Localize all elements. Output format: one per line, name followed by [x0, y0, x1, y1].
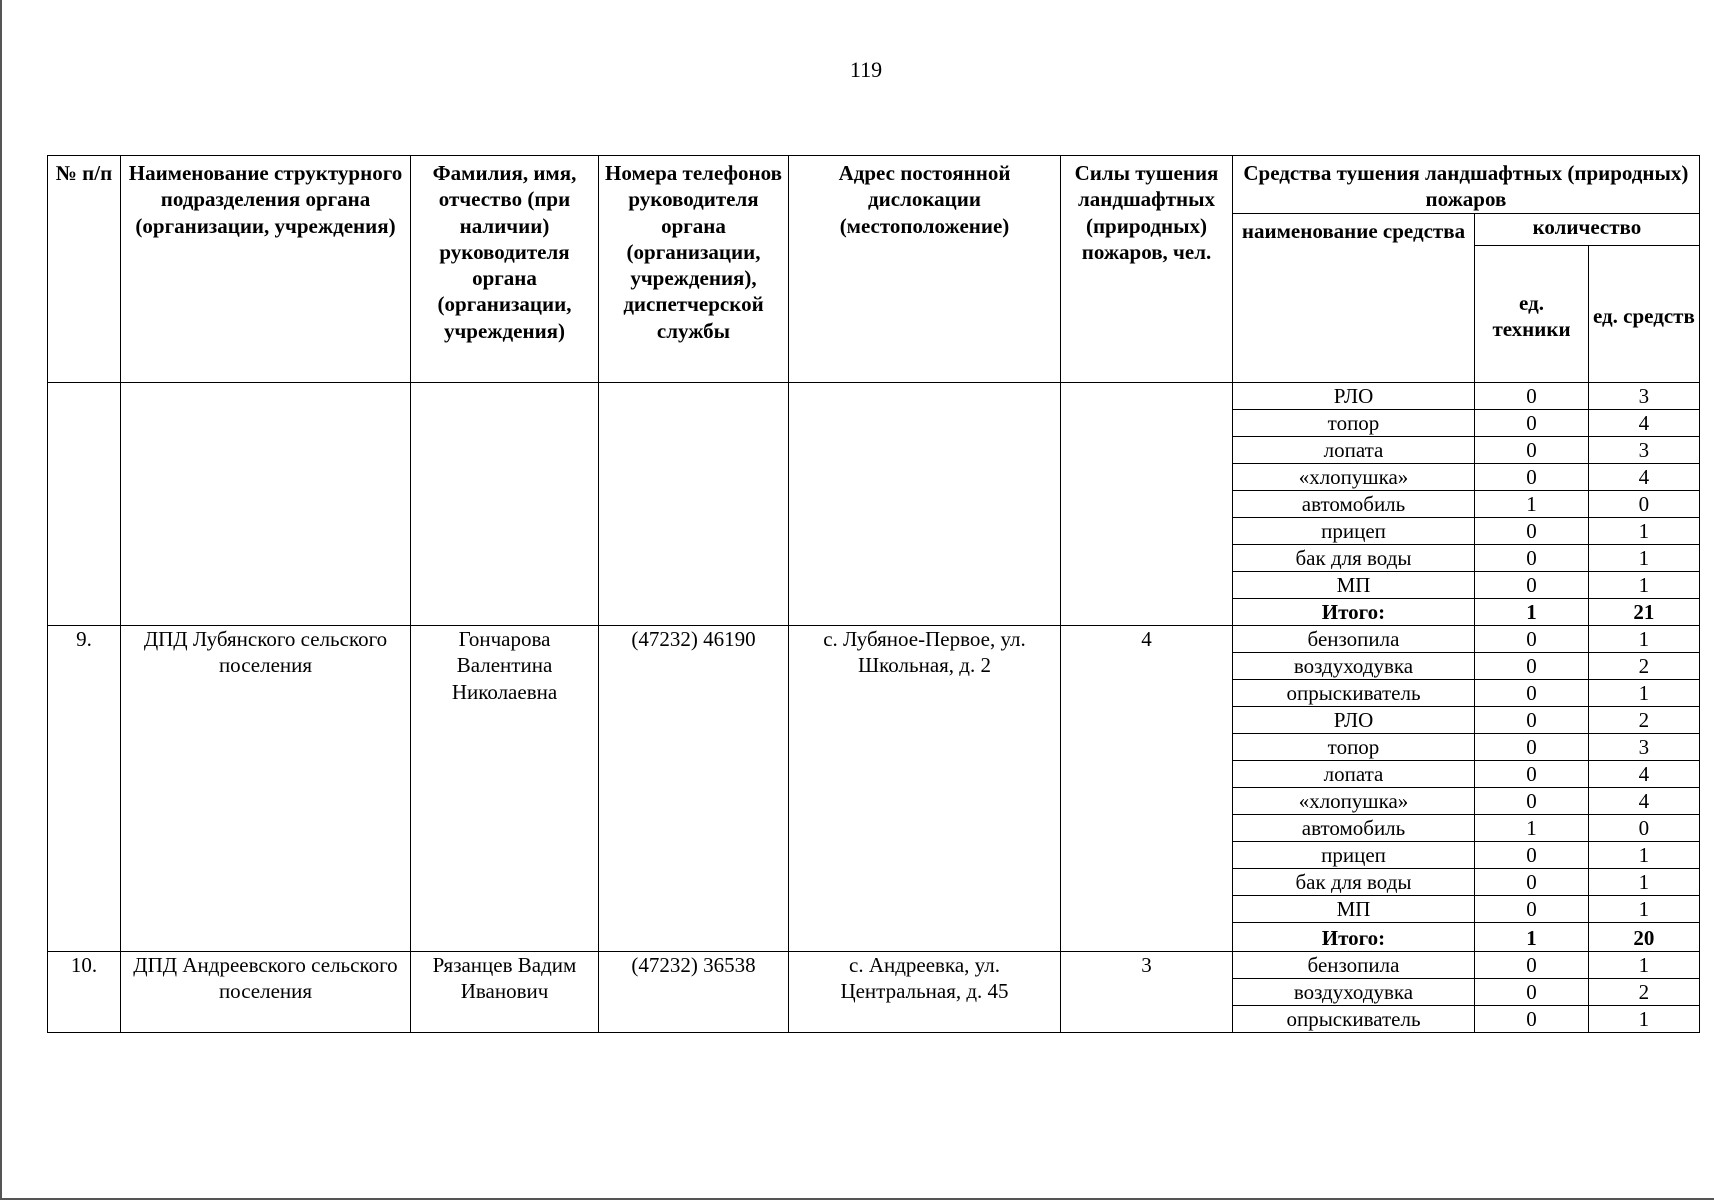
means-name-cell: опрыскиватель: [1233, 1006, 1475, 1033]
table-row: [48, 626, 1700, 653]
qty-tech-cell: 0: [1475, 842, 1589, 869]
means-name-cell: топор: [1233, 734, 1475, 761]
entry-address-cell: с. Андреевка, ул. Центральная, д. 45: [789, 952, 1061, 1033]
continuation-phone-cell: [599, 383, 789, 626]
table-row: [48, 383, 1700, 410]
header-unit: Наименование структурного подразделения органа (организации, учреждения): [121, 156, 411, 383]
qty-means-cell: 0: [1589, 815, 1700, 842]
qty-tech-cell: 0: [1475, 896, 1589, 923]
qty-means-cell: 1: [1589, 518, 1700, 545]
continuation-address-cell: [789, 383, 1061, 626]
qty-tech-cell: 0: [1475, 653, 1589, 680]
means-name-cell: топор: [1233, 410, 1475, 437]
table-body: [48, 383, 1700, 1033]
qty-means-cell: 4: [1589, 761, 1700, 788]
qty-means-cell: 1: [1589, 680, 1700, 707]
header-num: № п/п: [48, 156, 121, 383]
header-address: Адрес постоянной дислокации (местоположение): [789, 156, 1061, 383]
means-name-cell: опрыскиватель: [1233, 680, 1475, 707]
entry-phone-cell: (47232) 46190: [599, 626, 789, 952]
qty-tech-cell: 0: [1475, 626, 1589, 653]
qty-tech-cell: 0: [1475, 518, 1589, 545]
means-name-cell: РЛО: [1233, 707, 1475, 734]
qty-tech-cell: 0: [1475, 410, 1589, 437]
total-means-cell: 20: [1589, 923, 1700, 952]
entry-num-cell: 10.: [48, 952, 121, 1033]
qty-means-cell: 3: [1589, 437, 1700, 464]
entry-address-cell: с. Лубяное-Первое, ул. Школьная, д. 2: [789, 626, 1061, 952]
continuation-num-cell: [48, 383, 121, 626]
qty-means-cell: 3: [1589, 734, 1700, 761]
entry-phone-cell: (47232) 36538: [599, 952, 789, 1033]
entry-fio-cell: Гончарова Валентина Николаевна: [411, 626, 599, 952]
means-name-cell: прицеп: [1233, 518, 1475, 545]
total-label-cell: Итого:: [1233, 923, 1475, 952]
qty-means-cell: 1: [1589, 896, 1700, 923]
qty-tech-cell: 0: [1475, 788, 1589, 815]
qty-tech-cell: 0: [1475, 761, 1589, 788]
means-name-cell: автомобиль: [1233, 491, 1475, 518]
means-name-cell: «хлопушка»: [1233, 464, 1475, 491]
header-phones: Номера телефонов руководителя органа (организации, учреждения), диспетчерской службы: [599, 156, 789, 383]
qty-means-cell: 1: [1589, 572, 1700, 599]
qty-tech-cell: 0: [1475, 464, 1589, 491]
means-name-cell: бензопила: [1233, 952, 1475, 979]
fire-means-table: [47, 155, 1700, 1033]
entry-forces-cell: 3: [1061, 952, 1233, 1033]
qty-means-cell: 0: [1589, 491, 1700, 518]
means-name-cell: прицеп: [1233, 842, 1475, 869]
qty-means-cell: 1: [1589, 842, 1700, 869]
qty-means-cell: 4: [1589, 788, 1700, 815]
means-name-cell: автомобиль: [1233, 815, 1475, 842]
qty-tech-cell: 0: [1475, 979, 1589, 1006]
entry-num-cell: 9.: [48, 626, 121, 952]
means-name-cell: воздуходувка: [1233, 653, 1475, 680]
qty-tech-cell: 0: [1475, 383, 1589, 410]
qty-tech-cell: 1: [1475, 491, 1589, 518]
qty-means-cell: 1: [1589, 545, 1700, 572]
page-number: 119: [849, 57, 883, 82]
qty-means-cell: 1: [1589, 952, 1700, 979]
qty-means-cell: 1: [1589, 869, 1700, 896]
entry-fio-cell: Рязанцев Вадим Иванович: [411, 952, 599, 1033]
total-tech-cell: 1: [1475, 599, 1589, 626]
means-name-cell: лопата: [1233, 761, 1475, 788]
header-qty-means: ед. средств: [1589, 246, 1700, 383]
qty-tech-cell: 0: [1475, 680, 1589, 707]
means-name-cell: бак для воды: [1233, 869, 1475, 896]
header-means-group: Средства тушения ландшафтных (природных) пожаров: [1233, 156, 1700, 214]
means-name-cell: бензопила: [1233, 626, 1475, 653]
qty-means-cell: 1: [1589, 626, 1700, 653]
entry-unit-cell: ДПД Андреевского сельского поселения: [121, 952, 411, 1033]
header-means-name: наименование средства: [1233, 213, 1475, 383]
qty-means-cell: 4: [1589, 410, 1700, 437]
total-means-cell: 21: [1589, 599, 1700, 626]
header-quantity: количество: [1475, 213, 1700, 246]
header-qty-tech: ед. техники: [1475, 246, 1589, 383]
means-name-cell: воздуходувка: [1233, 979, 1475, 1006]
qty-means-cell: 2: [1589, 653, 1700, 680]
qty-tech-cell: 0: [1475, 734, 1589, 761]
total-tech-cell: 1: [1475, 923, 1589, 952]
total-label-cell: Итого:: [1233, 599, 1475, 626]
qty-means-cell: 3: [1589, 383, 1700, 410]
qty-tech-cell: 0: [1475, 952, 1589, 979]
qty-means-cell: 4: [1589, 464, 1700, 491]
qty-tech-cell: 0: [1475, 437, 1589, 464]
means-name-cell: РЛО: [1233, 383, 1475, 410]
means-name-cell: МП: [1233, 896, 1475, 923]
qty-tech-cell: 0: [1475, 572, 1589, 599]
qty-tech-cell: 0: [1475, 707, 1589, 734]
means-name-cell: бак для воды: [1233, 545, 1475, 572]
qty-means-cell: 1: [1589, 1006, 1700, 1033]
continuation-forces-cell: [1061, 383, 1233, 626]
qty-tech-cell: 0: [1475, 545, 1589, 572]
entry-unit-cell: ДПД Лубянского сельского поселения: [121, 626, 411, 952]
continuation-unit-cell: [121, 383, 411, 626]
qty-tech-cell: 1: [1475, 815, 1589, 842]
means-name-cell: МП: [1233, 572, 1475, 599]
header-fio: Фамилия, имя, отчество (при наличии) руководителя органа (организации, учреждения): [411, 156, 599, 383]
header-forces: Силы тушения ландшафтных (природных) пожаров, чел.: [1061, 156, 1233, 383]
means-name-cell: лопата: [1233, 437, 1475, 464]
table-header: [48, 156, 1700, 383]
qty-means-cell: 2: [1589, 979, 1700, 1006]
continuation-fio-cell: [411, 383, 599, 626]
entry-forces-cell: 4: [1061, 626, 1233, 952]
qty-tech-cell: 0: [1475, 1006, 1589, 1033]
table-row: [48, 952, 1700, 979]
qty-means-cell: 2: [1589, 707, 1700, 734]
means-name-cell: «хлопушка»: [1233, 788, 1475, 815]
qty-tech-cell: 0: [1475, 869, 1589, 896]
